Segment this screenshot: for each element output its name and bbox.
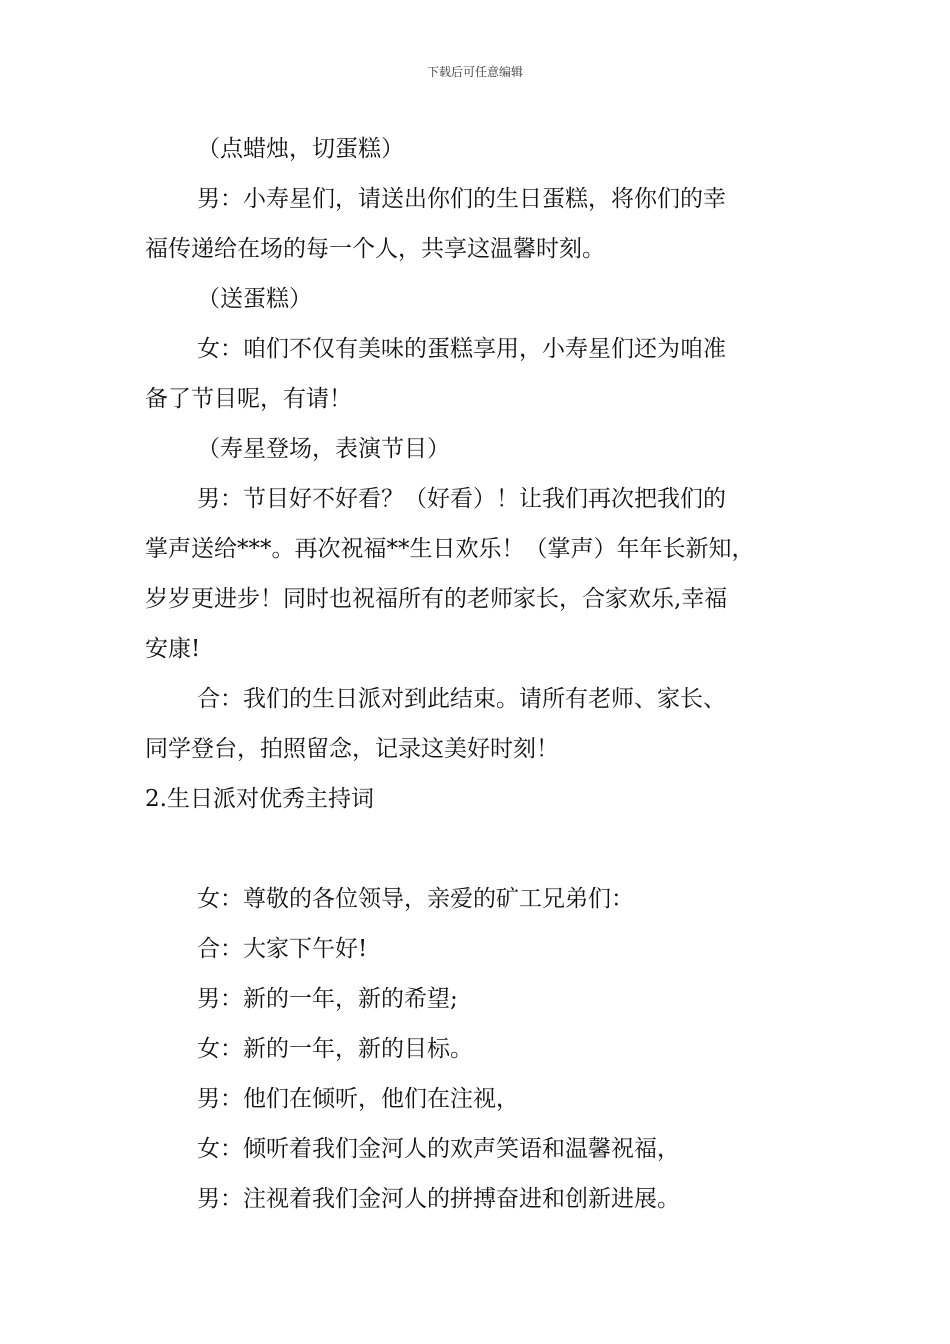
dialogue-line: 男：注视着我们金河人的拼搏奋进和创新进展。 bbox=[197, 1186, 680, 1212]
stage-direction: （送蛋糕） bbox=[197, 286, 312, 312]
stage-direction: （点蜡烛，切蛋糕） bbox=[197, 136, 404, 162]
spacer bbox=[145, 824, 815, 874]
page-header: 下载后可任意编辑 bbox=[426, 65, 523, 79]
document-body bbox=[145, 124, 815, 1224]
paragraph-line: 掌声送给***。再次祝福**生日欢乐！（掌声）年年长新知， bbox=[145, 536, 755, 562]
dialogue-line: 女：倾听着我们金河人的欢声笑语和温馨祝福， bbox=[197, 1136, 680, 1162]
dialogue-line: 男：他们在倾听，他们在注视， bbox=[197, 1086, 519, 1112]
dialogue-line: 女：新的一年，新的目标。 bbox=[197, 1036, 473, 1062]
paragraph-line: 男：节目好不好看？（好看）！让我们再次把我们的 bbox=[197, 486, 726, 512]
paragraph-line: 岁岁更进步！同时也祝福所有的老师家长，合家欢乐,幸福 bbox=[145, 586, 728, 612]
stage-direction: （寿星登场，表演节目） bbox=[197, 436, 450, 462]
dialogue-line: 女：尊敬的各位领导，亲爱的矿工兄弟们： bbox=[197, 886, 634, 912]
paragraph-line: 福传递给在场的每一个人，共享这温馨时刻。 bbox=[145, 236, 605, 262]
section-heading: 2.生日派对优秀主持词 bbox=[145, 786, 374, 812]
paragraph-line: 备了节目呢，有请！ bbox=[145, 386, 352, 412]
dialogue-line: 合：大家下午好! bbox=[197, 936, 368, 962]
paragraph-line: 男：小寿星们，请送出你们的生日蛋糕，将你们的幸 bbox=[197, 186, 726, 212]
dialogue-line: 男：新的一年，新的希望; bbox=[197, 986, 458, 1012]
paragraph-line: 同学登台，拍照留念，记录这美好时刻！ bbox=[145, 736, 559, 762]
paragraph-line: 安康! bbox=[145, 636, 201, 662]
paragraph-line: 合：我们的生日派对到此结束。请所有老师、家长、 bbox=[197, 686, 726, 712]
paragraph-line: 女：咱们不仅有美味的蛋糕享用，小寿星们还为咱准 bbox=[197, 336, 726, 362]
